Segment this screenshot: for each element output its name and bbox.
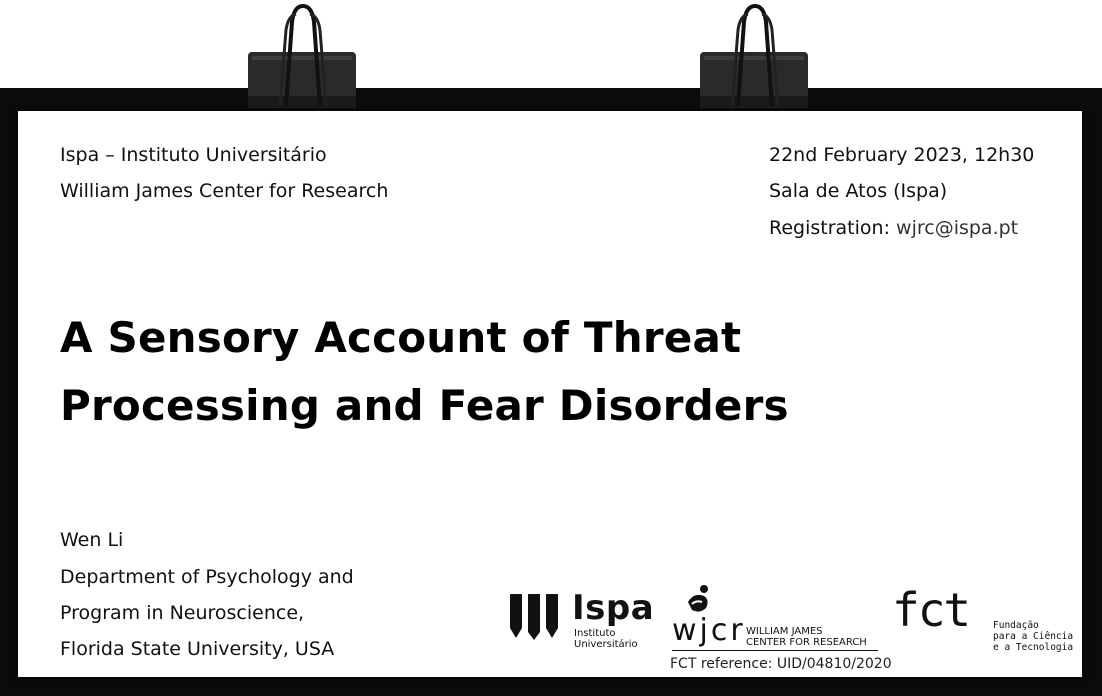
talk-title-line2: Processing and Fear Disorders [60,381,789,430]
wjcr-wordmark: wjcr [672,613,746,648]
speaker-affiliation-1: Department of Psychology and [60,566,354,588]
fct-text1: Fundação [993,620,1039,631]
ispa-sub2: Universitário [574,639,638,650]
fct-wordmark: fct [892,583,970,637]
speaker-affiliation-3: Florida State University, USA [60,638,335,660]
center-name: William James Center for Research [60,180,389,202]
binder-clip-left-icon [246,0,360,112]
wjcr-text1: WILLIAM JAMES [746,626,823,637]
fct-reference: FCT reference: UID/04810/2020 [670,656,892,672]
ispa-mark-icon [508,592,564,642]
registration-email-link[interactable]: wjrc@ispa.pt [896,217,1019,239]
registration-line [769,217,1018,239]
fct-text2: para a Ciência [993,631,1074,642]
wjcr-figure-icon [684,584,714,616]
wjcr-underline [672,650,878,651]
fct-text3: e a Tecnologia [993,642,1074,653]
ispa-wordmark: Ispa [572,588,655,628]
speaker-name: Wen Li [60,529,124,551]
institution-name: Ispa – Instituto Universitário [60,144,327,166]
event-venue: Sala de Atos (Ispa) [769,180,948,202]
registration-label: Registration: [769,217,890,239]
binder-clip-right-icon [698,0,812,112]
speaker-affiliation-2: Program in Neuroscience, [60,602,305,624]
event-date-time: 22nd February 2023, 12h30 [769,144,1035,166]
talk-title [60,304,789,440]
wjcr-text2: CENTER FOR RESEARCH [746,637,867,648]
ispa-sub1: Instituto [574,628,616,639]
talk-title-line1: A Sensory Account of Threat [60,313,742,362]
